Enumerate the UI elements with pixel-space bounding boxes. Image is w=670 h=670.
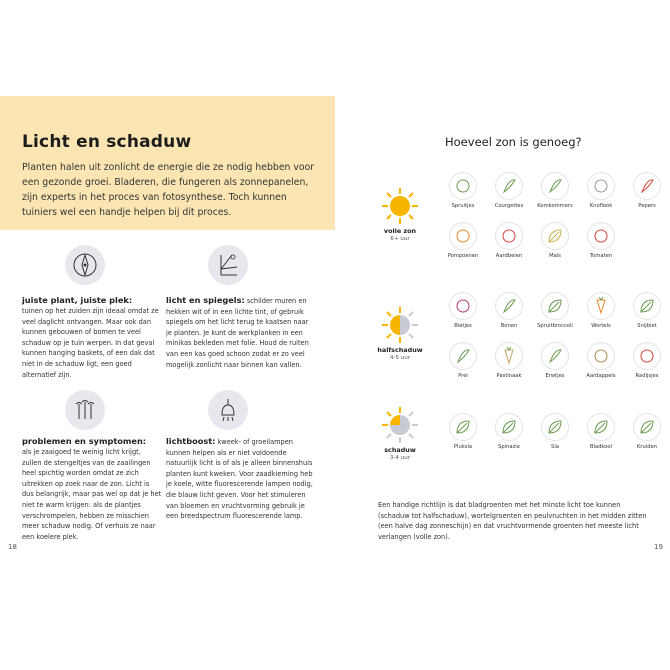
vegetable-label: Erwtjes	[545, 373, 565, 379]
vegetable-icon-frame	[495, 413, 523, 441]
tip-title-right-plant: juiste plant, juiste plek:	[22, 295, 133, 305]
sun-hours-half: 4-5 uur	[389, 355, 411, 361]
vegetable-label: Wortels	[591, 323, 611, 329]
vegetable-item	[625, 342, 669, 379]
vegetable-item	[533, 222, 577, 259]
vegetable-item	[579, 292, 623, 329]
tomato-icon	[592, 227, 610, 245]
tip-light-boost	[166, 436, 316, 522]
tip-body-light-mirrors: schilder muren en hekken wit of in een lichte tint, of gebruik spiegels om het licht terug te kaatsen naar je planten. Je kunt de werkplanken in een minikas bekleden met folie. Houd de ruiten van een kas goed schoon zodat er zo veel mogelijk zonlicht naar binnen kan vallen.	[166, 297, 309, 369]
intro-panel	[0, 96, 335, 230]
vegetable-label: Knoflook	[589, 203, 613, 209]
vegetable-item	[487, 413, 531, 450]
sun-level-full	[365, 186, 435, 242]
bean-icon	[500, 297, 518, 315]
vegetable-item	[579, 222, 623, 259]
vegetable-icon-frame	[587, 172, 615, 200]
vegetable-item	[441, 222, 485, 259]
radish-icon	[638, 347, 656, 365]
tip-title-light-mirrors: licht en spiegels:	[166, 295, 245, 305]
vegetable-icon-frame	[633, 342, 661, 370]
page-number-right: 19	[654, 543, 663, 551]
vegetable-icon-frame	[587, 413, 615, 441]
vegetable-label: Spinazie	[498, 444, 520, 450]
half-sun-icon	[380, 305, 420, 345]
vegetable-label: Tomaten	[589, 253, 613, 259]
vegetable-icon-frame	[495, 222, 523, 250]
vegetable-item	[487, 292, 531, 329]
parsnip-icon	[500, 347, 518, 365]
vegetable-item	[533, 172, 577, 209]
vegetable-label: Radijsjes	[635, 373, 659, 379]
tip-light-mirrors	[166, 295, 316, 370]
vegetable-icon-frame	[449, 342, 477, 370]
vegetable-label: Spruitjes	[451, 203, 475, 209]
vegetable-label: Courgettes	[494, 203, 524, 209]
sun-hours-full: 6+ uur	[390, 236, 410, 242]
vegetable-label: Pastinaak	[496, 373, 522, 379]
vegetable-icon-frame	[633, 172, 661, 200]
tip-title-light-boost: lichtboost:	[166, 436, 216, 446]
vegetable-label: Komkommers	[537, 203, 573, 209]
sun-label-full: volle zon	[383, 227, 417, 235]
vegetable-item	[441, 292, 485, 329]
sun-hours-shade: 3-4 uur	[389, 455, 411, 461]
vegetable-label: Bonen	[500, 323, 518, 329]
vegetable-icon-frame	[495, 342, 523, 370]
vegetable-icon-frame	[449, 222, 477, 250]
salad-icon	[546, 418, 564, 436]
vegetable-item	[579, 342, 623, 379]
courgette-icon	[500, 177, 518, 195]
vegetable-item	[579, 413, 623, 450]
beet-icon	[454, 297, 472, 315]
vegetable-item	[441, 172, 485, 209]
cucumber-icon	[546, 177, 564, 195]
spinach-icon	[500, 418, 518, 436]
compass-icon	[65, 245, 105, 285]
broccoli-icon	[546, 297, 564, 315]
tip-body-right-plant: tuinen op het zuiden zijn ideaal omdat ze veel daglicht ontvangen. Maar ook dan kunnen gebouwen of bomen te veel schaduw op je tuin werpen. In dat geval kunnen hanging baskets, of een dak dat niet in de schaduw ligt, een goed alternatief zijn.	[22, 307, 159, 379]
vegetable-label: Kruiden	[636, 444, 658, 450]
vegetable-icon-frame	[449, 172, 477, 200]
vegetable-item	[533, 342, 577, 379]
vegetable-item	[579, 172, 623, 209]
vegetable-label: Aardbeien	[495, 253, 523, 259]
vegetable-label: Bladkool	[589, 444, 613, 450]
vegetable-icon-frame	[541, 342, 569, 370]
herbs-icon	[638, 418, 656, 436]
vegetable-label: Maïs	[549, 253, 561, 259]
pumpkin-icon	[454, 227, 472, 245]
sun-level-shade	[365, 405, 435, 461]
vegetable-item	[441, 342, 485, 379]
vegetable-item	[487, 172, 531, 209]
page-title: Licht en schaduw	[22, 132, 192, 152]
vegetable-icon-frame	[449, 292, 477, 320]
pepper-icon	[638, 177, 656, 195]
corn-icon	[546, 227, 564, 245]
vegetable-label: Pompoenen	[447, 253, 479, 259]
vegetable-label: Aardappels	[586, 373, 616, 379]
vegetable-icon-frame	[541, 413, 569, 441]
tip-body-problems: als je zaaigoed te weinig licht krijgt, zullen de stengeltjes van de zaailingen heel spichtig worden omdat ze zich uitrekken op zoek naar de zon. Licht is dus belangrijk, maar pas wel op dat je het niet te warm krijgen: als de plantjes verschrompelen, hebben ze misschien meer schaduw nodig. Of verhuis ze naar een koelere plek.	[22, 448, 162, 541]
vegetable-icon-frame	[541, 292, 569, 320]
brussels-sprout-icon	[454, 177, 472, 195]
vegetable-item	[487, 342, 531, 379]
seedlings-icon	[65, 390, 105, 430]
strawberry-icon	[500, 227, 518, 245]
intro-text: Planten halen uit zonlicht de energie die ze nodig hebben voor een gezonde groei. Bladeren, die fungeren als zonnepanelen, zijn experts in het proces van fotosynthese. Toch kunnen tuiniers wel een handje helpen bij dit proces.	[22, 162, 315, 218]
vegetable-item	[441, 413, 485, 450]
sun-level-half	[365, 305, 435, 361]
vegetable-icon-frame	[495, 292, 523, 320]
potato-icon	[592, 347, 610, 365]
vegetable-label: Prei	[458, 373, 468, 379]
vegetable-label: Bietjes	[454, 323, 472, 329]
vegetable-item	[625, 413, 669, 450]
sun-label-half: halfschaduw	[377, 346, 423, 354]
garlic-icon	[592, 177, 610, 195]
carrot-icon	[592, 297, 610, 315]
kale-icon	[592, 418, 610, 436]
shade-sun-icon	[380, 405, 420, 445]
vegetable-icon-frame	[633, 292, 661, 320]
vegetable-item	[533, 413, 577, 450]
vegetable-label: Sla	[551, 444, 559, 450]
leek-icon	[454, 347, 472, 365]
page-number-left: 18	[8, 543, 17, 551]
vegetable-label: Pluksla	[453, 444, 473, 450]
full-sun-icon	[380, 186, 420, 226]
vegetable-label: Snijbiet	[637, 323, 657, 329]
vegetable-icon-frame	[541, 172, 569, 200]
vegetable-item	[625, 172, 669, 209]
tip-body-light-boost: kweek- of groeilampen kunnen helpen als er niet voldoende natuurlijk licht is of als je alleen binnenshuis planten kunt kweken. Voor zaadkieming heb je koele, witte fluorescerende lampen nodig, die blauw licht geven. Voor het stimuleren van bloemen en vruchtvorming gebruik je een breedspectrum fluorescerende lamp.	[166, 438, 313, 521]
vegetable-label: Spruitbroccoli	[537, 323, 573, 329]
sun-label-shade: schaduw	[384, 446, 416, 454]
vegetable-icon-frame	[633, 413, 661, 441]
section-title: Hoeveel zon is genoeg?	[445, 135, 582, 149]
vegetable-label: Pepers	[638, 203, 656, 209]
vegetable-icon-frame	[449, 413, 477, 441]
vegetable-icon-frame	[541, 222, 569, 250]
peas-icon	[546, 347, 564, 365]
vegetable-item	[487, 222, 531, 259]
vegetable-item	[533, 292, 577, 329]
vegetable-item	[625, 292, 669, 329]
vegetable-icon-frame	[587, 342, 615, 370]
lettuce-icon	[454, 418, 472, 436]
vegetable-icon-frame	[587, 292, 615, 320]
vegetable-icon-frame	[587, 222, 615, 250]
grow-lamp-icon	[208, 390, 248, 430]
tip-title-problems: problemen en symptomen:	[22, 436, 147, 446]
vegetable-icon-frame	[495, 172, 523, 200]
mirror-icon	[208, 245, 248, 285]
guideline-footnote: Een handige richtlijn is dat bladgroenten met het minste licht toe kunnen (schaduw tot halfschaduw), wortelgroenten en peulvruchten in het midden zitten (een halve dag zonneschijn) en dat vruchtvormende groenten het meeste licht verlangen (volle zon).	[378, 501, 647, 541]
chard-icon	[638, 297, 656, 315]
